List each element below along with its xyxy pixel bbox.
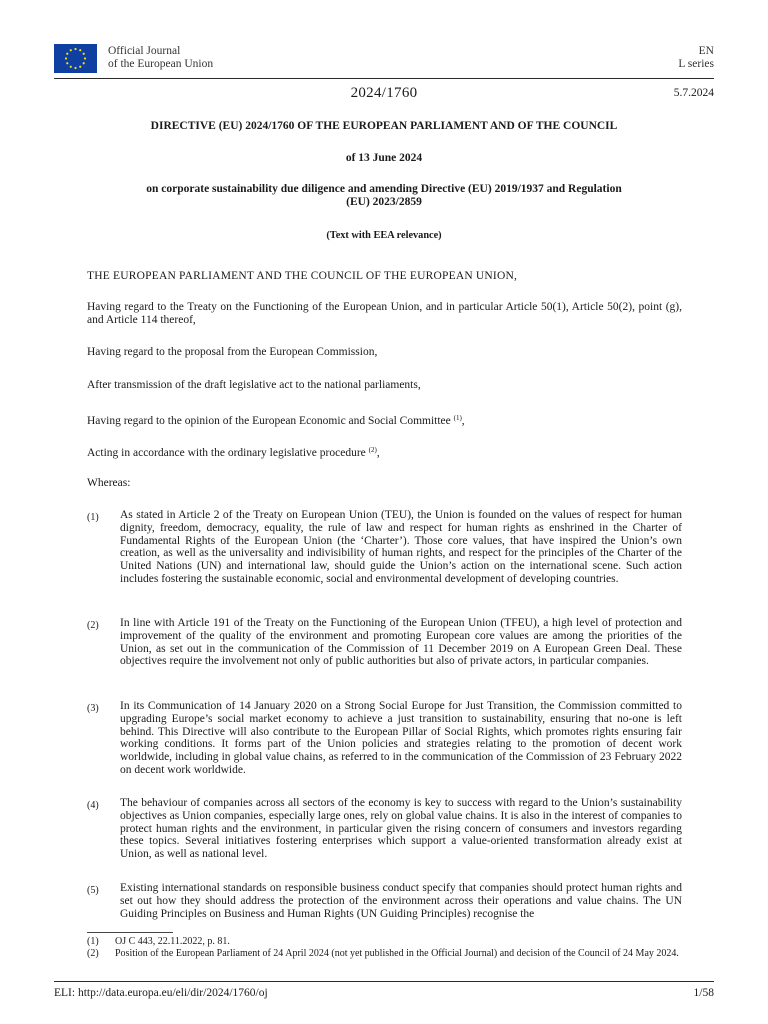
preamble-opinion-end: , bbox=[461, 415, 465, 427]
directive-subject-line2: (EU) 2023/2859 bbox=[346, 196, 422, 208]
preamble-treaty: Having regard to the Treaty on the Functioning of the European Union, and in particular Article 50(1), Article 50(2), point (g), and Article 114 thereof, bbox=[87, 301, 682, 326]
eu-flag-icon bbox=[54, 44, 97, 73]
eea-relevance: (Text with EEA relevance) bbox=[326, 230, 442, 241]
recital-number: (1) bbox=[87, 512, 99, 523]
journal-name-line2: of the European Union bbox=[108, 58, 214, 70]
journal-name-line1: Official Journal bbox=[108, 45, 181, 57]
eu-flag-star bbox=[79, 49, 81, 51]
directive-subject-line1: on corporate sustainability due diligence and amending Directive (EU) 2019/1937 and Regulation bbox=[146, 183, 622, 195]
document-number: 2024/1760 bbox=[350, 85, 418, 101]
eu-flag-star bbox=[83, 62, 85, 64]
footnote bbox=[87, 936, 682, 948]
footnote-text: Position of the European Parliament of 24 April 2024 (not yet published in the Official Journal) and decision of the Council of 24 May 2024. bbox=[115, 948, 679, 959]
eli-link[interactable]: ELI: http://data.europa.eu/eli/dir/2024/1760/oj bbox=[54, 987, 268, 999]
footnote-separator bbox=[87, 932, 173, 933]
whereas-label: Whereas: bbox=[87, 477, 131, 489]
eu-flag-star bbox=[79, 66, 81, 68]
preamble-proposal: Having regard to the proposal from the European Commission, bbox=[87, 346, 378, 358]
recital-text: In line with Article 191 of the Treaty on the Functioning of the European Union (TFEU), a high level of protection and improvement of the quality of the environment and promoting European core values are among the priorities of the Union, as set out in the communication of the Commission of 11 December 2019 on A European Green Deal. These objectives require the involvement not only of public authorities but also of private actors, in particular companies. bbox=[120, 617, 682, 668]
header-rule bbox=[54, 78, 714, 79]
eu-flag-star bbox=[66, 62, 68, 64]
preamble-institutions: THE EUROPEAN PARLIAMENT AND THE COUNCIL OF THE EUROPEAN UNION, bbox=[87, 270, 518, 282]
eu-flag-star bbox=[70, 66, 72, 68]
recital-number: (4) bbox=[87, 800, 99, 811]
preamble-procedure bbox=[87, 444, 682, 460]
recital-number: (2) bbox=[87, 620, 99, 631]
eu-flag-star bbox=[70, 49, 72, 51]
recital-text: The behaviour of companies across all sectors of the economy is key to success with regard to the Union’s sustainability objectives as Union companies, especially large ones, rely on global value chains. It is also in the interest of companies to protect human rights and the environment, in particular given the rising concern of consumers and investors regarding these topics. Several initiatives fostering enterprises which support a value-oriented transformation already exist at Union, as well as national level. bbox=[120, 797, 682, 861]
footer-rule bbox=[54, 981, 714, 982]
preamble-procedure-end: , bbox=[376, 447, 380, 459]
eu-flag-star bbox=[66, 53, 68, 55]
recital-text: Existing international standards on responsible business conduct specify that companies should protect human rights and set out how they should address the protection of the environment across their operations and value chains. The UN Guiding Principles on Business and Human Rights (UN Guiding Principles) recognise the bbox=[120, 882, 682, 920]
eu-flag-star bbox=[83, 53, 85, 55]
recital-number: (5) bbox=[87, 885, 99, 896]
footnote bbox=[87, 948, 682, 972]
eu-flag-star bbox=[65, 57, 67, 59]
eu-flag-star bbox=[74, 48, 76, 50]
preamble-transmission: After transmission of the draft legislative act to the national parliaments, bbox=[87, 379, 421, 391]
page-number: 1/58 bbox=[693, 987, 714, 999]
eu-flag-star bbox=[74, 67, 76, 69]
preamble-procedure-text: Acting in accordance with the ordinary legislative procedure bbox=[87, 447, 366, 459]
footnote-ref-2[interactable]: (2) bbox=[368, 446, 377, 454]
recital-text: In its Communication of 14 January 2020 on a Strong Social Europe for Just Transition, the Commission committed to upgrading Europe’s social market economy to achieve a just transition to sustainability, ensuring that no-one is left behind. This Directive will also contribute to the European Pillar of Social Rights, which promotes rights ensuring fair working conditions. It forms part of the Union policies and strategies relating to the promotion of decent work worldwide, including in global value chains, as referred to in the communication of the Commission of 23 February 2022 on decent work worldwide. bbox=[120, 700, 682, 776]
directive-title: DIRECTIVE (EU) 2024/1760 OF THE EUROPEAN PARLIAMENT AND OF THE COUNCIL bbox=[150, 120, 618, 132]
directive-date: of 13 June 2024 bbox=[345, 152, 423, 164]
publication-date: 5.7.2024 bbox=[673, 87, 714, 99]
footnote-mark: (2) bbox=[87, 948, 99, 959]
language-series bbox=[678, 45, 714, 71]
footnote-text: OJ C 443, 22.11.2022, p. 81. bbox=[115, 936, 230, 947]
preamble-opinion bbox=[87, 412, 682, 428]
eu-flag-star bbox=[84, 57, 86, 59]
footnote-ref-1[interactable]: (1) bbox=[453, 414, 462, 422]
eu-flag-stars bbox=[54, 44, 97, 73]
recital-text: As stated in Article 2 of the Treaty on European Union (TEU), the Union is founded on the values of respect for human dignity, freedom, democracy, equality, the rule of law and respect for human rights as enshrined in the Charter of Fundamental Rights of the European Union (the ‘Charter’). Those core values, that have inspired the Union’s own creation, as well as the universality and indivisibility of human rights, and respect for the principles of the Charter of the United Nations (UN) and international law, should guide the Union’s action on the international scene. Such action includes fostering the sustainable economic, social and environmental development of developing countries. bbox=[120, 509, 682, 585]
language-code: EN bbox=[698, 45, 714, 57]
recital-number: (3) bbox=[87, 703, 99, 714]
directive-subject bbox=[54, 183, 714, 209]
series-label: L series bbox=[678, 58, 714, 70]
journal-name bbox=[108, 45, 213, 71]
footnote-mark: (1) bbox=[87, 936, 99, 947]
preamble-opinion-text: Having regard to the opinion of the European Economic and Social Committee bbox=[87, 415, 451, 427]
